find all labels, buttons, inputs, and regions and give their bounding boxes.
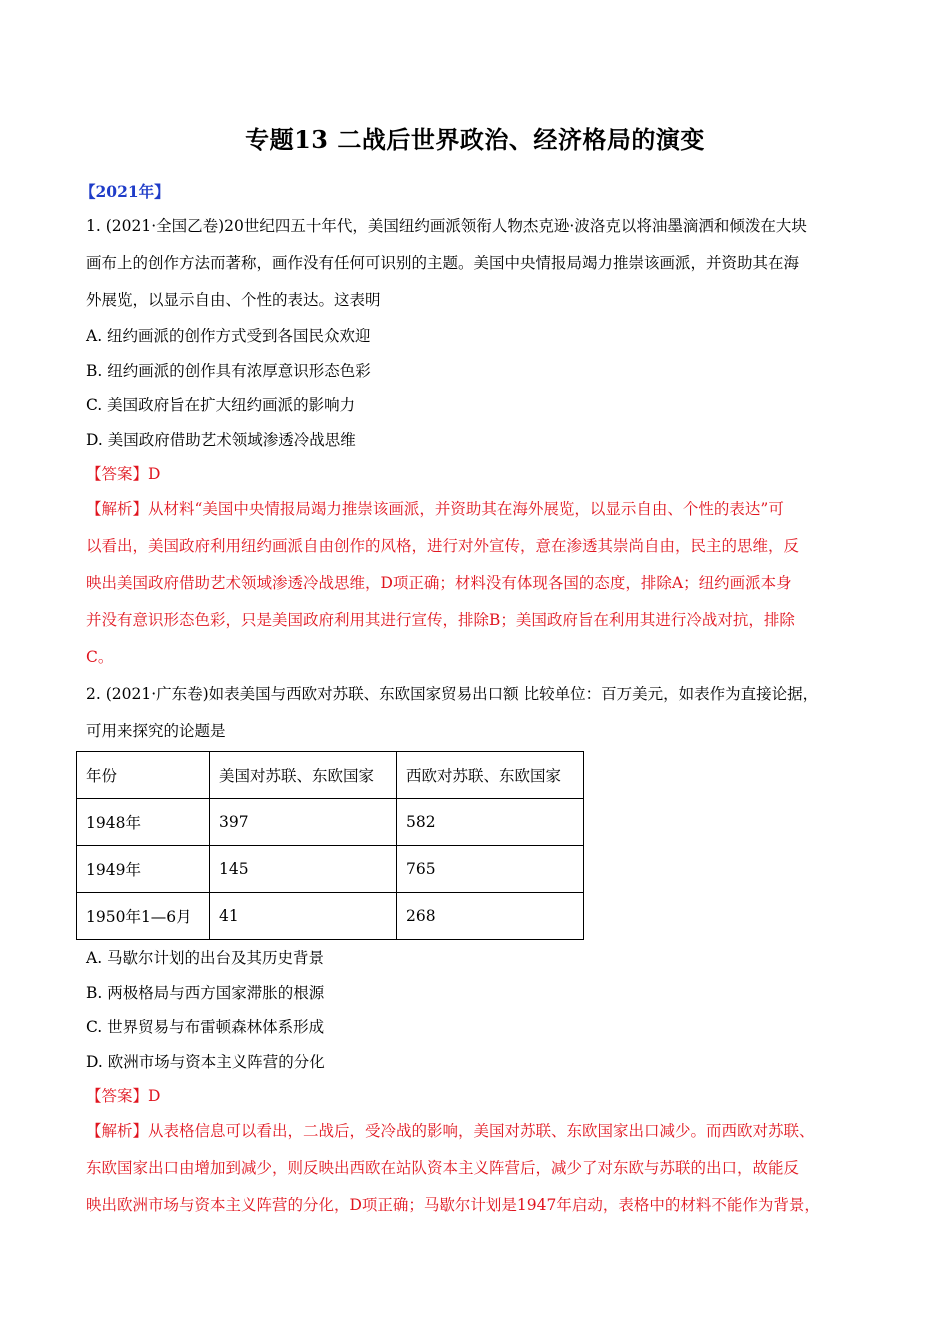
question-1-option-d: D. 美国政府借助艺术领域渗透冷战思维 [86, 430, 356, 449]
question-2-stem [86, 676, 876, 750]
question-1-option-b: B. 纽约画派的创作具有浓厚意识形态色彩 [86, 361, 371, 380]
analysis-line: 【解析】从材料“美国中央情报局竭力推崇该画派，并资助其在海外展览，以显示自由、个性的表达”可 [86, 500, 784, 518]
page-title: 专题13 二战后世界政治、经济格局的演变 [245, 125, 705, 154]
table-header-row [77, 752, 584, 799]
analysis-line: 映出美国政府借助艺术领域渗透冷战思维，D项正确；材料没有体现各国的态度，排除A；纽约画派本身 [86, 574, 792, 592]
analysis-line: C。 [86, 648, 114, 666]
analysis-line: 【解析】从表格信息可以看出，二战后，受冷战的影响，美国对苏联、东欧国家出口减少。而西欧对苏联、 [86, 1122, 815, 1140]
question-2-line: 2. (2021·广东卷)如表美国与西欧对苏联、东欧国家贸易出口额 比较单位：百万美元，如表作为直接论据， [86, 685, 819, 703]
table-cell: 1950年1—6月 [77, 893, 210, 940]
table-cell: 765 [397, 846, 584, 893]
table-cell: 268 [397, 893, 584, 940]
question-2-analysis [86, 1113, 876, 1224]
question-1-stem [86, 208, 876, 319]
question-1-line: 1. (2021·全国乙卷)20世纪四五十年代，美国纽约画派领衔人物杰克逊·波洛克以将油墨滴洒和倾泼在大块 [86, 217, 807, 235]
question-1-option-c: C. 美国政府旨在扩大纽约画派的影响力 [86, 396, 356, 414]
table-cell: 41 [210, 893, 397, 940]
table-header-cell: 西欧对苏联、东欧国家 [397, 752, 584, 799]
table-cell: 145 [210, 846, 397, 893]
table-row [77, 893, 584, 940]
analysis-line: 东欧国家出口由增加到减少，则反映出西欧在站队资本主义阵营后，减少了对东欧与苏联的出口，故能反 [86, 1159, 800, 1177]
question-2-option-b: B. 两极格局与西方国家滞胀的根源 [86, 983, 325, 1002]
analysis-line: 映出欧洲市场与资本主义阵营的分化，D项正确；马歇尔计划是1947年启动，表格中的材料不能作为背景， [86, 1196, 820, 1214]
document-body [80, 176, 876, 1224]
analysis-line: 以看出，美国政府利用纽约画派自由创作的风格，进行对外宣传，意在渗透其崇尚自由，民主的思维，反 [86, 537, 800, 555]
table-header-cell: 美国对苏联、东欧国家 [210, 752, 397, 799]
trade-export-table [76, 751, 584, 940]
question-2-line: 可用来探究的论题是 [86, 722, 226, 740]
question-1-analysis [86, 491, 876, 676]
table-cell: 582 [397, 799, 584, 846]
question-2-option-c: C. 世界贸易与布雷顿森林体系形成 [86, 1018, 325, 1036]
analysis-line: 并没有意识形态色彩，只是美国政府利用其进行宣传，排除B；美国政府旨在利用其进行冷战对抗，排除 [86, 611, 795, 629]
question-2-option-a: A. 马歇尔计划的出台及其历史背景 [86, 949, 325, 967]
table-cell: 1948年 [77, 799, 210, 846]
table-row [77, 799, 584, 846]
question-2-option-d: D. 欧洲市场与资本主义阵营的分化 [86, 1052, 325, 1071]
table-cell: 397 [210, 799, 397, 846]
question-1-line: 画布上的创作方法而著称，画作没有任何可识别的主题。美国中央情报局竭力推崇该画派，并资助其在海 [86, 254, 800, 272]
question-1-option-a: A. 纽约画派的创作方式受到各国民众欢迎 [86, 327, 371, 345]
question-2-answer: 【答案】D [86, 1087, 161, 1105]
question-1-answer: 【答案】D [86, 465, 161, 483]
table-row [77, 846, 584, 893]
table-header-cell: 年份 [77, 752, 210, 799]
section-heading: 【2021年】 [80, 182, 170, 201]
question-1-line: 外展览，以显示自由、个性的表达。这表明 [86, 291, 381, 309]
table-cell: 1949年 [77, 846, 210, 893]
